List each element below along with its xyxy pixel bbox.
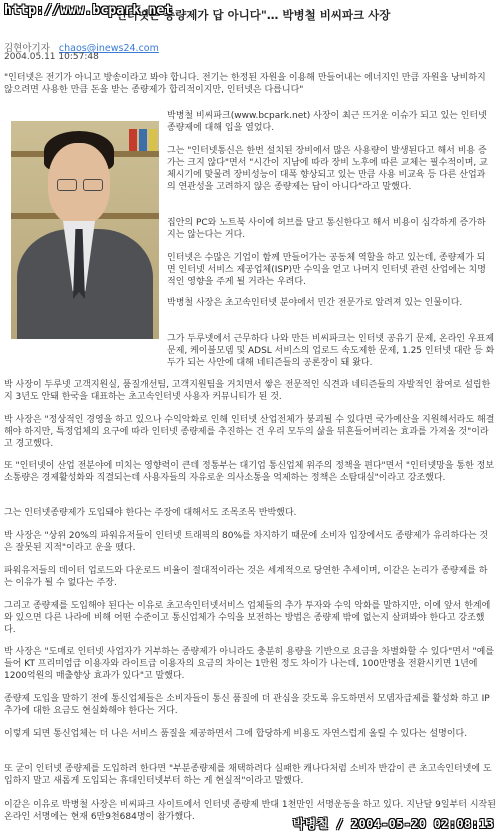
paragraph: 박병철 사장은 초고속인터넷 분야에서 민간 전문가로 알려져 있는 인물이다. [167,298,463,308]
paragraph: 또 굳이 인터넷 종량제를 도입하려 한다면 "부분종량제를 채택하려다 실패한 캐나다처럼 소비자 반감이 큰 초고속인터넷에 도입하지 말고 새롭게 도입되는 휴대인터넷부터 하는 게 현실적"이라고 말했다. [4,764,492,786]
reporter-name: 김현아기자 [4,43,50,54]
paragraph: 이같은 이유로 박병철 사장은 비씨파크 사이트에서 인터넷 종량제 반대 1천만인 서명운동을 하고 있다. 지난달 9일부터 시작된 온라인 서명에는 현재 6만9천684명이 참가했다. [4,800,496,822]
paragraph: 박 사장은 "정상적인 경영을 하고 있으나 수익악화로 인해 인터넷 산업전체가 붕괴될 수 있다면 국가예산을 지원해서라도 해결해야 하지만, 특정업체의 요구에 따라 인터넷 종량제를 추진하는 건 우리 모두의 삶을 뒤흔들어버리는 효과를 가져올 것"이라고 경고했다. [4,415,495,449]
paragraph: 인터넷은 수많은 기업이 함께 만들어가는 공동체 역할을 하고 있는데, 종량제가 되면 인터넷 서비스 제공업체(ISP)만 수익을 얻고 나머지 인터넷 관련 산업에는 치명적인 영향을 주게 될 거라는 우려다. [167,253,486,287]
paragraph: 박 사장은 "상위 20%의 파워유저들이 인터넷 트래픽의 80%를 차지하기 때문에 소비자 입장에서도 종량제가 유리하다는 것은 잘못된 지적"이라고 운을 뗐다. [4,531,489,553]
paragraph: 박병철 비씨파크(www.bcpark.net) 사장이 최근 뜨거운 이슈가 되고 있는 인터넷 종량제에 대해 입을 열었다. [167,111,487,133]
portrait-photo [11,121,159,339]
paragraph: 박 사장이 두루넷 고객지원실, 품질개선팀, 고객지원팀을 거치면서 쌓은 전문적인 식견과 네티즌들의 자발적인 참여로 설립한 지 3년도 안돼 한국을 대표하는 초고속인터넷 사용자 커뮤니티가 된 것. [4,380,491,402]
paragraph: 파워유저들의 데이터 업로드와 다운로드 비율이 절대적이라는 것은 세계적으로 당연한 추세이며, 이같은 논리가 종량제를 하는 이유가 될 수 없다는 주장. [4,566,488,588]
paragraph: 그가 두루넷에서 근무하다 나와 만든 비씨파크는 인터넷 공유기 문제, 온라인 우표제 문제, 케이블모뎀 및 ADSL 서비스의 업로드 속도제한 문제, 1.25 인터넷 대란 등 화두가 되는 사안에 대해 네티즌들의 공론장이 돼 왔다. [167,334,495,368]
lead-quote: "인터넷은 전기가 아니고 방송이라고 봐야 합니다. 전기는 한정된 자원을 이용해 만들어내는 에너지인 만큼 자원을 낭비하지 않으려면 사용한 만큼 돈을 받는 종량제가 합리적이지만, 인터넷은 다릅니다" [4,73,486,95]
article-headline: "인터넷은 종량제가 답 아니다"… 박병철 비씨파크 사장 [109,8,391,22]
paragraph: 또 "인터넷이 산업 전분야에 미치는 영향력이 큰데 정통부는 대기업 통신업체 위주의 정책을 편다"면서 "인터넷망을 통한 정보소통량은 경제활성화와 직결되는데 사용자들의 자유로운 의사소통을 억제하는 정책은 소탐대실"이라고 강조했다. [4,461,495,483]
paragraph: 박 사장은 "도매로 인터넷 사업자가 거부하는 종량제가 아니라도 충분히 용량을 기반으로 요금을 차별화할 수 있다"면서 "예를 들어 KT 프리미엄급 이용자와 라이트급 이용자의 요금의 차이는 1만원 정도 차이가 나는데, 100만명을 전환시키면 1년에 1200억원의 매출향상 효과가 있다"고 말했다. [4,647,495,681]
paragraph: 그리고 종량제를 도입해야 된다는 이유로 초고속인터넷서비스 업체들의 추가 투자와 수익 악화를 말하지만, 이에 앞서 한계에 와 있으면 다른 나라에 비해 어떤 수준이고 통신업체가 수익을 보전하는 방법은 종량제 밖에 없는지 살펴봐야 한다고 강조했다. [4,601,491,635]
paragraph: 그는 인터넷종량제가 도입돼야 한다는 주장에 대해서도 조목조목 반박했다. [4,508,297,518]
paragraph: 그는 "인터넷통신은 한번 설치된 장비에서 많은 사용량이 발생된다고 해서 비용 증가는 크지 않다"면서 "시간이 지남에 따라 장비 노후에 따른 교체는 필수적이며, 교체시기에 맞물려 장비성능이 대폭 향상되고 있는 만큼 사용 비교육 등 다른 산업과의 연관성을 고려하지 않은 종량제는 답이 아니다"라고 말했다. [167,146,488,192]
source-url-watermark: http://www.bcpark.net [4,3,173,18]
paragraph: 집안의 PC와 노트북 사이에 허브를 달고 통신한다고 해서 비용이 심각하게 증가하지는 않는다는 거다. [167,218,486,240]
timestamp-watermark: 박병철 / 2004-05-20 02:08:13 [292,817,494,831]
article-datetime: 2004.05.11 10:57:48 [4,52,99,62]
paragraph: 종량제 도입을 말하기 전에 통신업체들은 소비자들이 통신 품질에 더 관심을 갖도록 유도하면서 모뎀자급제를 활성화 하고 IP추가에 대한 요금도 현실화해야 한다는 거다. [4,694,490,716]
reporter-email-link[interactable]: chaos@inews24.com [58,43,159,54]
paragraph: 이렇게 되면 통신업체는 더 나은 서비스 품질을 제공하면서 그에 합당하게 비용도 자연스럽게 올릴 수 있다는 설명이다. [4,729,468,739]
